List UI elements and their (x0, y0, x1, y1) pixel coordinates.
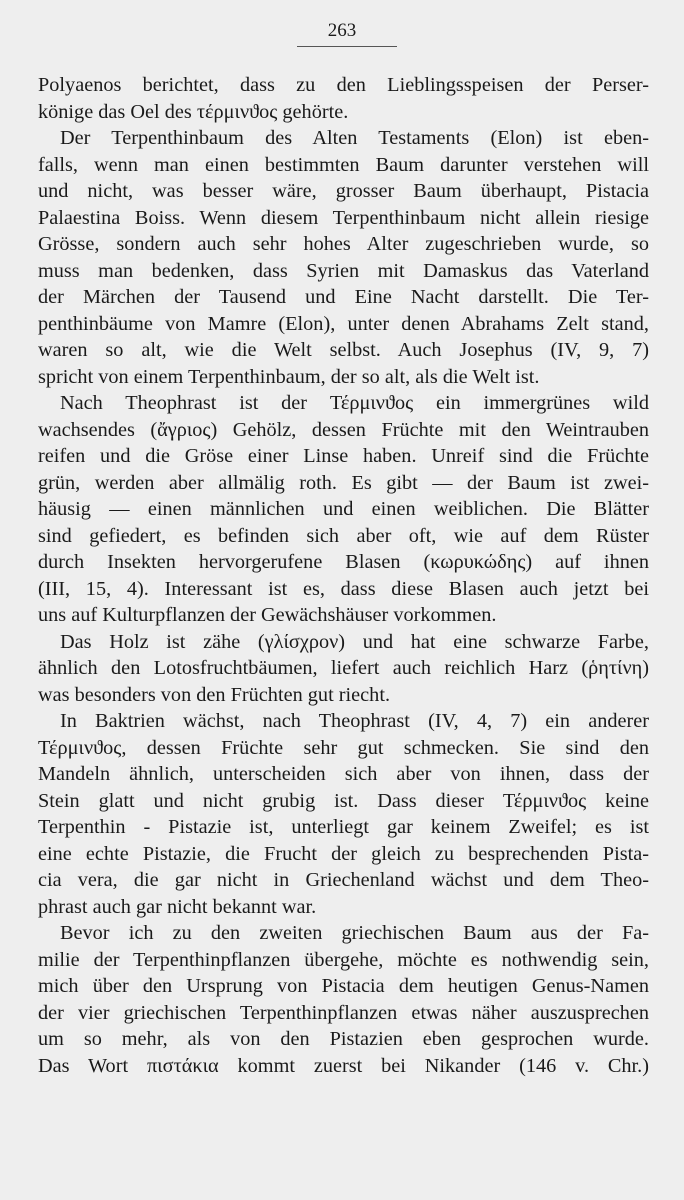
text-line: Terpenthin - Pistazie ist, unterliegt gar keinem Zweifel; es ist (38, 816, 649, 838)
text-line: cia vera, die gar nicht in Griechenland wächst und dem Theo- (38, 869, 649, 891)
text-line: der Märchen der Tausend und Eine Nacht darstellt. Die Ter- (38, 286, 649, 308)
text-line: reifen und die Gröse einer Linse haben. Unreif sind die Früchte (38, 445, 649, 467)
paragraph (38, 125, 649, 390)
text-line: uns auf Kulturpflanzen der Gewächshäuser vorkommen. (38, 604, 497, 626)
text-line: muss man bedenken, dass Syrien mit Damaskus das Vaterland (38, 259, 649, 282)
text-line: sind gefiedert, es befinden sich aber oft, wie auf dem Rüster (38, 524, 649, 547)
text-line: Mandeln ähnlich, unterscheiden sich aber von ihnen, dass der (38, 763, 649, 785)
text-line: um so mehr, als von den Pistazien eben gesprochen wurde. (38, 1028, 649, 1050)
text-line: häusig — einen männlichen und einen weiblichen. Die Blätter (38, 498, 649, 520)
page-number: 263 (327, 20, 357, 41)
text-line: durch Insekten hervorgerufene Blasen (κωρυκώδης) auf ihnen (38, 551, 649, 573)
text-line: und nicht, was besser wäre, grosser Baum überhaupt, Pistacia (38, 180, 649, 202)
text-line: penthinbäume von Mamre (Elon), unter denen Abrahams Zelt stand, (38, 312, 649, 335)
paragraph (38, 72, 649, 125)
text-line: grün, werden aber allmälig roth. Es gibt — der Baum ist zwei- (38, 471, 649, 494)
text-line: spricht von einem Terpenthinbaum, der so alt, als die Welt ist. (38, 365, 540, 388)
body-text (38, 72, 649, 1079)
text-line: Der Terpenthinbaum des Alten Testaments (Elon) ist eben- (60, 127, 649, 149)
text-line: (III, 15, 4). Interessant ist es, dass diese Blasen auch jetzt bei (38, 577, 649, 600)
paragraph (38, 708, 649, 920)
header-rule (297, 46, 397, 47)
text-line: mich über den Ursprung von Pistacia dem heutigen Genus-Namen (38, 975, 649, 997)
text-line: Grösse, sondern auch sehr hohes Alter zugeschrieben wurde, so (38, 233, 649, 255)
text-line: könige das Oel des τέρμινϑος gehörte. (38, 100, 349, 123)
paragraph (38, 629, 649, 709)
text-line: Τέρμινϑος, dessen Früchte sehr gut schmecken. Sie sind den (38, 736, 649, 759)
text-line: wachsendes (ἄγριος) Gehölz, dessen Früchte mit den Weintrauben (38, 418, 649, 441)
text-line: In Baktrien wächst, nach Theophrast (IV, 4, 7) ein anderer (60, 710, 649, 732)
text-line: ähnlich den Lotosfruchtbäumen, liefert auch reichlich Harz (ῥητίνη) (38, 657, 649, 679)
text-line: der vier griechischen Terpenthinpflanzen etwas näher auszusprechen (38, 1001, 649, 1024)
text-line: Das Wort πιστάκια kommt zuerst bei Nikander (146 v. Chr.) (38, 1054, 649, 1077)
text-line: Nach Theophrast ist der Τέρμινϑος ein immergrünes wild (60, 392, 649, 414)
text-line: phrast auch gar nicht bekannt war. (38, 895, 317, 918)
paragraph (38, 390, 649, 629)
text-line: was besonders von den Früchten gut riecht. (38, 683, 391, 706)
text-line: Palaestina Boiss. Wenn diesem Terpenthinbaum nicht allein riesige (38, 206, 649, 229)
text-line: Das Holz ist zähe (γλίσχρον) und hat eine schwarze Farbe, (60, 630, 649, 653)
text-line: Bevor ich zu den zweiten griechischen Baum aus der Fa- (60, 922, 649, 944)
text-line: milie der Terpenthinpflanzen übergehe, möchte es nothwendig sein, (38, 948, 649, 971)
text-line: falls, wenn man einen bestimmten Baum darunter verstehen will (38, 153, 649, 176)
text-line: waren so alt, wie die Welt selbst. Auch Josephus (IV, 9, 7) (38, 339, 649, 361)
text-line: Polyaenos berichtet, dass zu den Lieblingsspeisen der Perser- (38, 74, 649, 96)
paragraph (38, 920, 649, 1079)
text-line: Stein glatt und nicht grubig ist. Dass dieser Τέρμινϑος keine (38, 789, 649, 812)
text-line: eine echte Pistazie, die Frucht der gleich zu besprechenden Pista- (38, 842, 649, 865)
